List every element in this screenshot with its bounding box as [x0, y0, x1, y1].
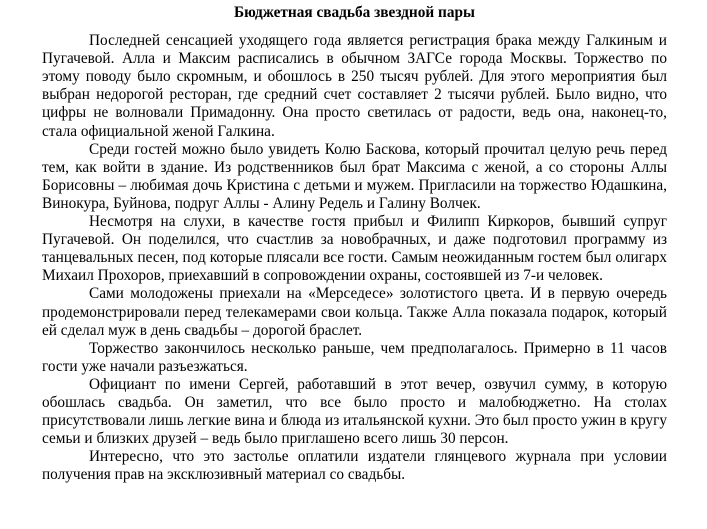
document-page: [42, 0, 667, 484]
document-title: Бюджетная свадьба звездной пары: [234, 4, 475, 21]
paragraph-3: Несмотря на слухи, в качестве гостя прибыл и Филипп Киркоров, бывший супруг Пугачевой. Он поделился, что счастлив за новобрачных, и даже подготовил программу из танцевальных песен, под которые плясали все гости. Самым неожиданным гостем был олигарх Михаил Прохоров, приехавший в сопровождении охраны, состоявшей из 7-и человек.: [42, 213, 667, 285]
paragraph-1: Последней сенсацией уходящего года является регистрация брака между Галкиным и Пугачевой. Алла и Максим расписались в обычном ЗАГСе города Москвы. Торжество по этому поводу было скромным, и обошлось в 250 тысяч рублей. Для этого мероприятия был выбран недорогой ресторан, где средний счет составляет 2 тысячи рублей. Было видно, что цифры не волновали Примадонну. Она просто светилась от радости, ведь она, наконец-то, стала официальной женой Галкина.: [42, 32, 667, 140]
paragraph-5: Торжество закончилось несколько раньше, чем предполагалось. Примерно в 11 часов гости уже начали разъезжаться.: [42, 339, 667, 375]
paragraph-6: Официант по имени Сергей, работавший в этот вечер, озвучил сумму, в которую обошлась свадьба. Он заметил, что все было просто и малобюджетно. На столах присутствовали лишь легкие вина и блюда из итальянской кухни. Это был просто ужин в кругу семьи и близких друзей – ведь было приглашено всего лишь 30 персон.: [42, 375, 667, 448]
paragraph-4: Сами молодожены приехали на «Мерседесе» золотистого цвета. И в первую очередь продемонстрировали перед телекамерами свои кольца. Также Алла показала подарок, который ей сделал муж в день свадьбы – дорогой браслет.: [42, 285, 667, 339]
paragraph-2: Среди гостей можно было увидеть Колю Баскова, который прочитал целую речь перед тем, как войти в здание. Из родственников был брат Максима с женой, а со стороны Аллы Борисовны – любимая дочь Кристина с детьми и мужем. Пригласили на торжество Юдашкина, Винокура, Буйнова, подруг Аллы - Алину Редель и Галину Волчек.: [42, 140, 667, 212]
paragraph-7: Интересно, что это застолье оплатили издатели глянцевого журнала при условии получения прав на эксклюзивный материал со свадьбы.: [42, 448, 667, 484]
